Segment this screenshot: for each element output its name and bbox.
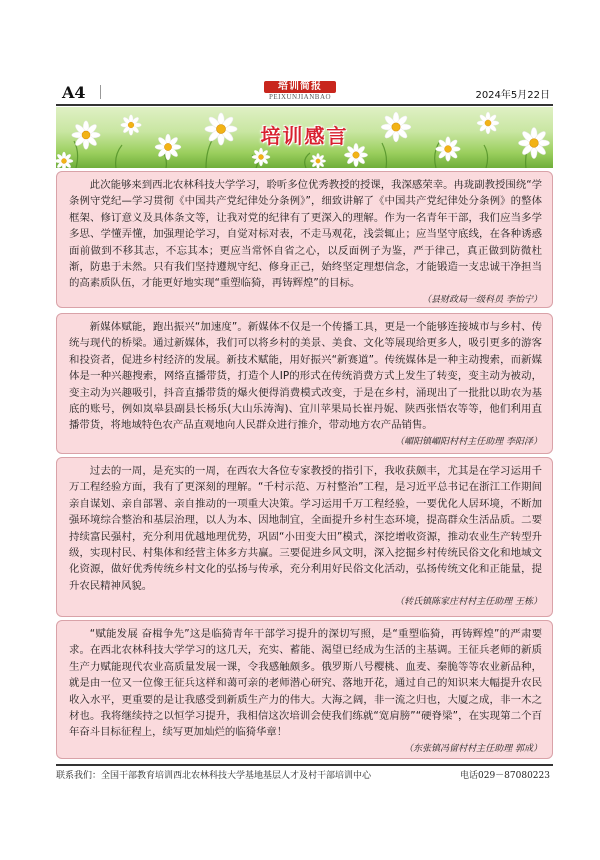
article-card [56, 457, 553, 617]
issue-date: 2024年5月22日 [475, 90, 550, 101]
footer-phone: 电话029－87080223 [460, 771, 550, 781]
article-body: “赋能发展 奋楫争先”这是临猗青年干部学习提升的深切写照，是“重塑临猗，再铸辉煌”的严肃要求。在西北农林科技大学学习的这几天，充实、蓄能、渴望已经成为生活的主基调。王征兵老师的新质生产力赋能现代农业高质量发展一课，令我感触颇多。俄罗斯八号樱桃、血麦、秦脆等等农业新品种，就是由一位又一位像王征兵这样和蔼可亲的老师潜心研究、落地开花，通过自己的知识来大幅提升农民收入水平，更重要的是让我感受到新质生产力的伟大。大海之阔，非一流之归也，大厦之成，非一木之材也。我将继续持之以恒学习提升，我相信这次培训会使我们练就“宽肩膀”“硬脊梁”，在实现第二个百年奋斗目标征程上，续写更加灿烂的临猗华章！ [69, 628, 542, 739]
footer-contact: 联系我们：全国干部教育培训西北农林科技大学基地基层人才及村干部培训中心 [56, 771, 372, 781]
banner-title: 培训感言 [260, 124, 349, 148]
article-card [56, 171, 553, 308]
article-signature: （县财政局一级科员 李怡宁） [422, 294, 542, 305]
masthead-logo [264, 81, 336, 103]
article-body: 此次能够来到西北农林科技大学学习，聆听多位优秀教授的授课，我深感荣幸。冉珑副教授围绕“学条例守党纪—学习贯彻《中国共产党纪律处分条例》”，细致讲解了《中国共产党纪律处分条例》的整体框架、修订意义及具体条文等，让我对党的纪律有了更深入的理解。作为一名青年干部，我们应当多学多思、学懂弄懂，加强理论学习，自觉对标对表，不走马观花，浅尝辄止；应当坚守底线，在各种诱惑面前做到不移其志，不忘其本；更应当常怀自省之心，以反面例子为鉴，严于律己，真正做到防微杜渐，防患于未然。只有我们坚持遵规守纪、修身正己，始终坚定理想信念，才能锻造一支忠诚干净担当的高素质队伍，才能更好地实现“重塑临猗，再铸辉煌”的目标。 [69, 179, 542, 290]
article-card [56, 313, 553, 454]
footer-rule [56, 764, 553, 766]
flower-banner [56, 107, 553, 168]
article-body: 新媒体赋能，跑出振兴“加速度”。新媒体不仅是一个传播工具，更是一个能够连接城市与乡村、传统与现代的桥梁。通过新媒体，我们可以将乡村的美景、美食、文化等展现给更多人，吸引更多的游客和投资者，促进乡村经济的发展。新技术赋能，用好振兴“新赛道”。传统媒体是一种主动搜索，而新媒体是一种兴趣搜索，网络直播带货，打造个人IP的形式在传统消费方式上发生了转变，变主动为被动，变主动为兴趣吸引，抖音直播带货的爆火便得消费模式改变，于是在乡村，涌现出了一批批以助农为基底的账号，例如岚皋县副县长杨乐(大山乐涛淘)、宜川苹果局长崔丹妮、陕西张悟农等等，他们利用直播带货，将地域特色农产品直观地向人民群众进行推介，带动地方农产品销售。 [69, 321, 542, 432]
article-signature: （转氏镇陈家庄村村主任助理 王栋） [395, 597, 542, 608]
header-rule [56, 104, 553, 106]
masthead-subtitle: PEIXUNJIANBAO [268, 93, 332, 101]
article-signature: （嵋阳镇嵋阳村村主任助理 李阳泽） [395, 436, 542, 447]
article-signature: （东张镇冯留村村主任助理 郭成） [404, 743, 542, 754]
article-body: 过去的一周，是充实的一周，在西农大各位专家教授的指引下，我收获颇丰，尤其是在学习运用千万工程经验方面，我有了更深刻的理解。“千村示范、万村整治”工程，是习近平总书记在浙江工作期间亲自谋划、亲自部署、亲自推动的一项重大决策。学习运用千万工程经验，一要优化人居环境，不断加强环境综合整治和基层治理，以人为本、因地制宜，全面提升乡村生态环境，提高群众生活品质。二要持续富民强村，充分利用优越地理优势，巩固“小田变大田”模式，深挖增收资源，推动农业生产转型升级，实现村民、村集体和经营主体多方共赢。三要促进乡风文明，深入挖掘乡村传统民俗文化和地域文化资源，做好优秀传统乡村文化的弘扬与传承，充分利用好民俗文化活动，弘扬传统文化和正能量，提升农民精神风貌。 [69, 465, 542, 592]
masthead-title: 培训简报 [264, 81, 336, 93]
article-card [56, 620, 553, 759]
page-number: A4 [62, 83, 86, 102]
page-number-divider [100, 85, 101, 99]
